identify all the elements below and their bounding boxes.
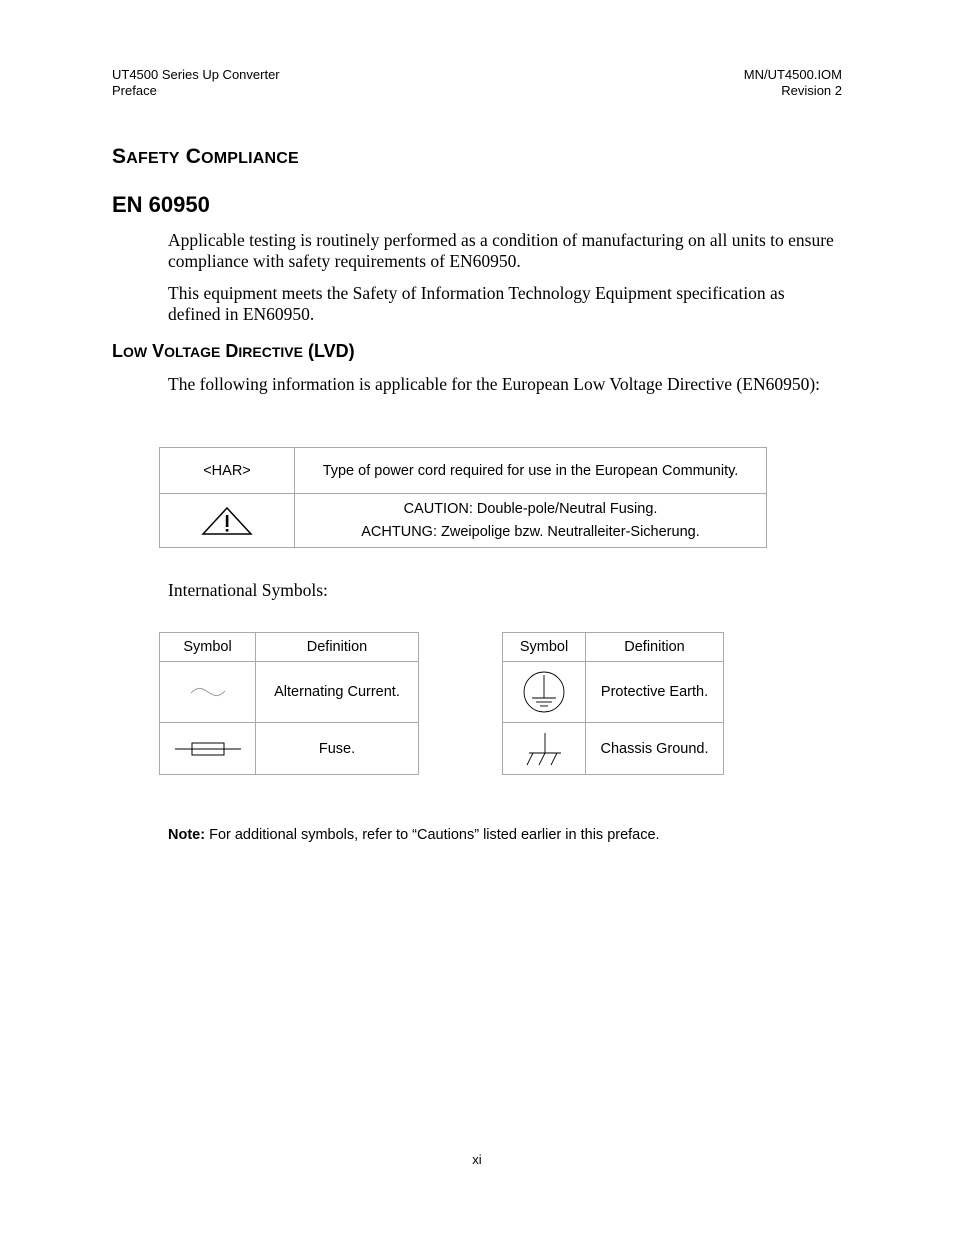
note-text: For additional symbols, refer to “Cautions” listed earlier in this preface.	[205, 827, 660, 843]
intl-symbols-intro: International Symbols:	[168, 580, 328, 600]
revision: Revision 2	[781, 83, 842, 98]
table-row	[503, 662, 724, 723]
alternating-current-icon	[160, 662, 256, 723]
en-paragraph-2: This equipment meets the Safety of Information Technology Equipment specification as defined in EN60950.	[168, 283, 785, 324]
page-header-left	[112, 67, 280, 99]
definition-cell: Fuse.	[256, 723, 419, 775]
lvd-heading: LOW VOLTAGE DIRECTIVE (LVD)	[112, 341, 355, 361]
symbol-table-left	[159, 632, 419, 775]
caution-text-en: CAUTION: Double-pole/Neutral Fusing.	[403, 500, 658, 517]
symbol-table-right	[502, 632, 724, 775]
fusing-caution	[295, 494, 767, 548]
protective-earth-icon	[503, 662, 586, 723]
definition-cell: Alternating Current.	[256, 662, 419, 723]
table-header-row	[503, 633, 724, 662]
lvd-table	[159, 447, 767, 548]
note	[168, 827, 660, 843]
lvd-intro: The following information is applicable for the European Low Voltage Directive (EN60950):	[168, 374, 821, 394]
page-header-right	[744, 67, 842, 99]
en60950-heading: EN 60950	[112, 192, 210, 217]
column-header-definition: Definition	[586, 633, 724, 662]
document-number: MN/UT4500.IOM	[743, 67, 842, 82]
fuse-icon	[160, 723, 256, 775]
column-header-symbol: Symbol	[503, 633, 586, 662]
section-title: SAFETY COMPLIANCE	[112, 145, 299, 168]
table-row	[160, 662, 419, 723]
section-name: Preface	[112, 83, 157, 98]
table-row	[160, 494, 767, 548]
column-header-definition: Definition	[256, 633, 419, 662]
definition-cell: Chassis Ground.	[586, 723, 724, 775]
table-header-row	[160, 633, 419, 662]
har-symbol: <HAR>	[160, 448, 295, 494]
document-title: UT4500 Series Up Converter	[112, 67, 280, 82]
har-description: Type of power cord required for use in the European Community.	[295, 448, 767, 494]
note-label: Note:	[168, 827, 206, 843]
table-row	[503, 723, 724, 775]
page-number: xi	[472, 1152, 482, 1167]
definition-cell: Protective Earth.	[586, 662, 724, 723]
caution-text-de: ACHTUNG: Zweipolige bzw. Neutralleiter-Sicherung.	[361, 523, 700, 540]
en-paragraph-1: Applicable testing is routinely performed as a condition of manufacturing on all units to ensure compliance with safety requirements of EN60950.	[168, 230, 834, 271]
warning-triangle-icon	[160, 494, 295, 548]
column-header-symbol: Symbol	[160, 633, 256, 662]
table-row	[160, 448, 767, 494]
table-row	[160, 723, 419, 775]
chassis-ground-icon	[503, 723, 586, 775]
